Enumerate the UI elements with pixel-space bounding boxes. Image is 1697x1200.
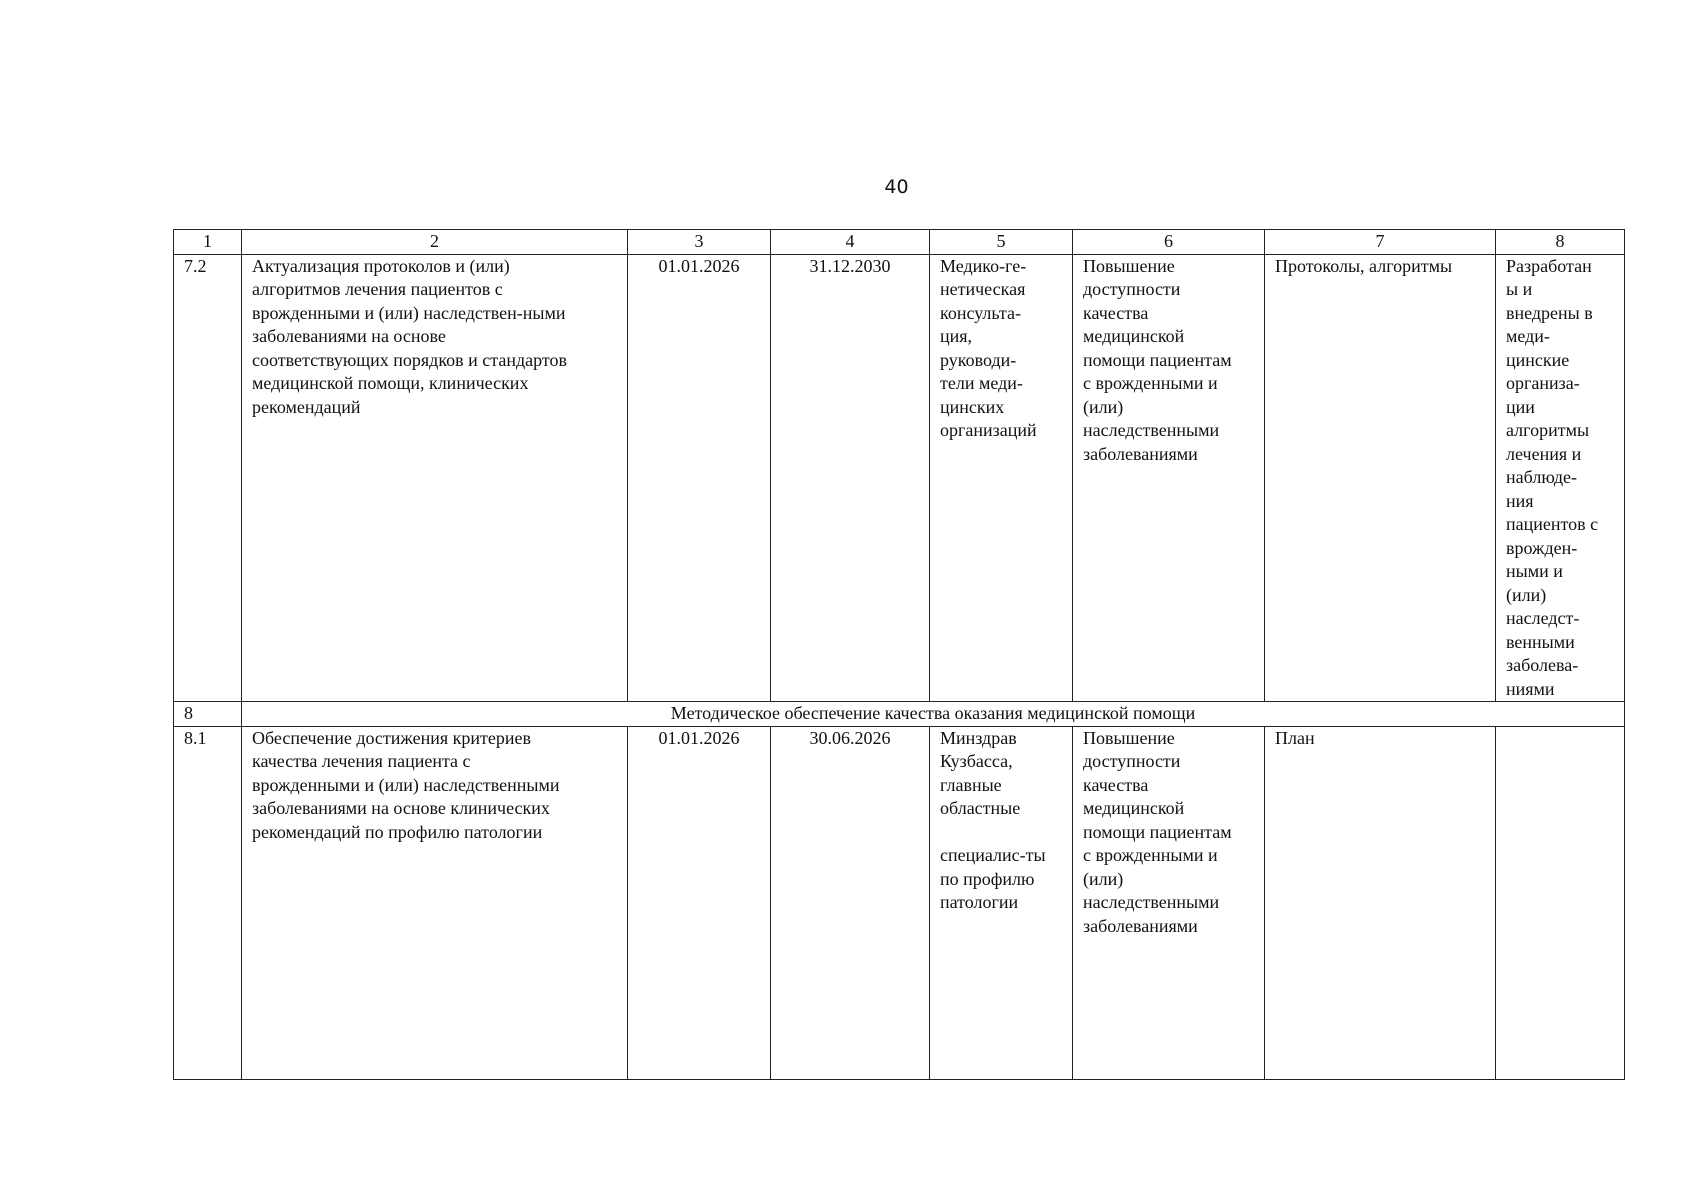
characteristic-cell: Повышение доступности качества медицинской помощи пациентам с врожденными и (или) наследственными заболеваниями (1073, 726, 1265, 1079)
header-cell-8: 8 (1496, 230, 1625, 255)
start-date-cell: 01.01.2026 (628, 254, 771, 702)
indicator-cell: Разработан ы и внедрены в меди- цинские организа- ции алгоритмы лечения и наблюде- ния пациентов с врожден- ными и (или) наследст- венными заболева- ниями (1496, 254, 1625, 702)
responsible-cell: Медико-ге- нетическая консульта- ция, руководи- тели меди- цинских организаций (930, 254, 1073, 702)
plan-table (173, 229, 1625, 1080)
header-cell-7: 7 (1265, 230, 1496, 255)
section-number: 8 (174, 702, 242, 727)
indicator-cell (1496, 726, 1625, 1079)
result-cell: План (1265, 726, 1496, 1079)
activity-cell: Актуализация протоколов и (или) алгоритмов лечения пациентов с врожденными и (или) наследствен-ными заболеваниями на основе соответствующих порядков и стандартов медицинской помощи, клинических рекомендаций (242, 254, 628, 702)
header-cell-1: 1 (174, 230, 242, 255)
header-cell-3: 3 (628, 230, 771, 255)
responsible-cell: Минздрав Кузбасса, главные областные специалис-ты по профилю патологии (930, 726, 1073, 1079)
end-date-cell: 30.06.2026 (771, 726, 930, 1079)
row-number: 7.2 (174, 254, 242, 702)
page-number: 40 (884, 176, 909, 198)
row-number: 8.1 (174, 726, 242, 1079)
table-header-row (174, 230, 1625, 255)
section-title: Методическое обеспечение качества оказания медицинской помощи (242, 702, 1625, 727)
start-date-cell: 01.01.2026 (628, 726, 771, 1079)
characteristic-cell: Повышение доступности качества медицинской помощи пациентам с врожденными и (или) наследственными заболеваниями (1073, 254, 1265, 702)
header-cell-2: 2 (242, 230, 628, 255)
header-cell-6: 6 (1073, 230, 1265, 255)
activity-cell: Обеспечение достижения критериев качества лечения пациента с врожденными и (или) наследственными заболеваниями на основе клинических рекомендаций по профилю патологии (242, 726, 628, 1079)
header-cell-4: 4 (771, 230, 930, 255)
table-row (174, 726, 1625, 1079)
header-cell-5: 5 (930, 230, 1073, 255)
end-date-cell: 31.12.2030 (771, 254, 930, 702)
result-cell: Протоколы, алгоритмы (1265, 254, 1496, 702)
table-row (174, 254, 1625, 702)
section-row (174, 702, 1625, 727)
